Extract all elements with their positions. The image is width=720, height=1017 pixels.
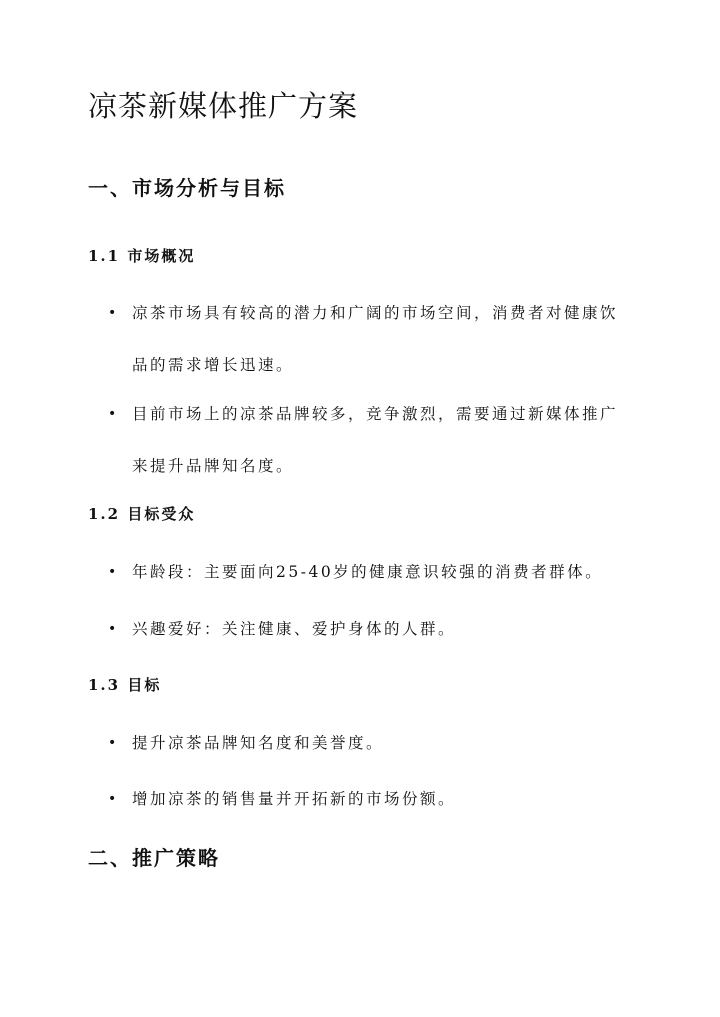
- subsection-heading-goals: 1.3 目标: [88, 676, 162, 694]
- section-heading-promotion-strategy: 二、推广策略: [88, 846, 220, 870]
- list-item-text: 提升凉茶品牌知名度和美誉度。: [132, 734, 385, 752]
- document-title: 凉茶新媒体推广方案: [88, 89, 359, 123]
- list-item-text: 年龄段：主要面向25-40岁的健康意识较强的消费者群体。: [132, 563, 604, 581]
- bullet-icon: •: [108, 735, 119, 751]
- list-item: [108, 287, 628, 391]
- bullet-icon: •: [108, 406, 119, 422]
- section-heading-market-analysis: 一、市场分析与目标: [88, 176, 286, 200]
- bullet-icon: •: [108, 791, 119, 807]
- subsection-heading-target-audience: 1.2 目标受众: [88, 505, 196, 523]
- bullet-icon: •: [108, 564, 119, 580]
- list-item: [108, 717, 628, 769]
- list-item-text: 凉茶市场具有较高的潜力和广阔的市场空间，消费者对健康饮品的需求增长迅速。: [132, 304, 619, 374]
- list-item-text: 增加凉茶的销售量并开拓新的市场份额。: [132, 790, 457, 808]
- bullet-icon: •: [108, 621, 119, 637]
- list-item: [108, 603, 628, 655]
- bullet-icon: •: [108, 305, 119, 321]
- list-item-text: 目前市场上的凉茶品牌较多，竞争激烈，需要通过新媒体推广来提升品牌知名度。: [132, 405, 619, 475]
- list-item: [108, 388, 628, 492]
- subsection-heading-market-overview: 1.1 市场概况: [88, 247, 196, 265]
- list-item-text: 兴趣爱好：关注健康、爱护身体的人群。: [132, 620, 457, 638]
- list-item: [108, 546, 628, 598]
- list-item: [108, 773, 628, 825]
